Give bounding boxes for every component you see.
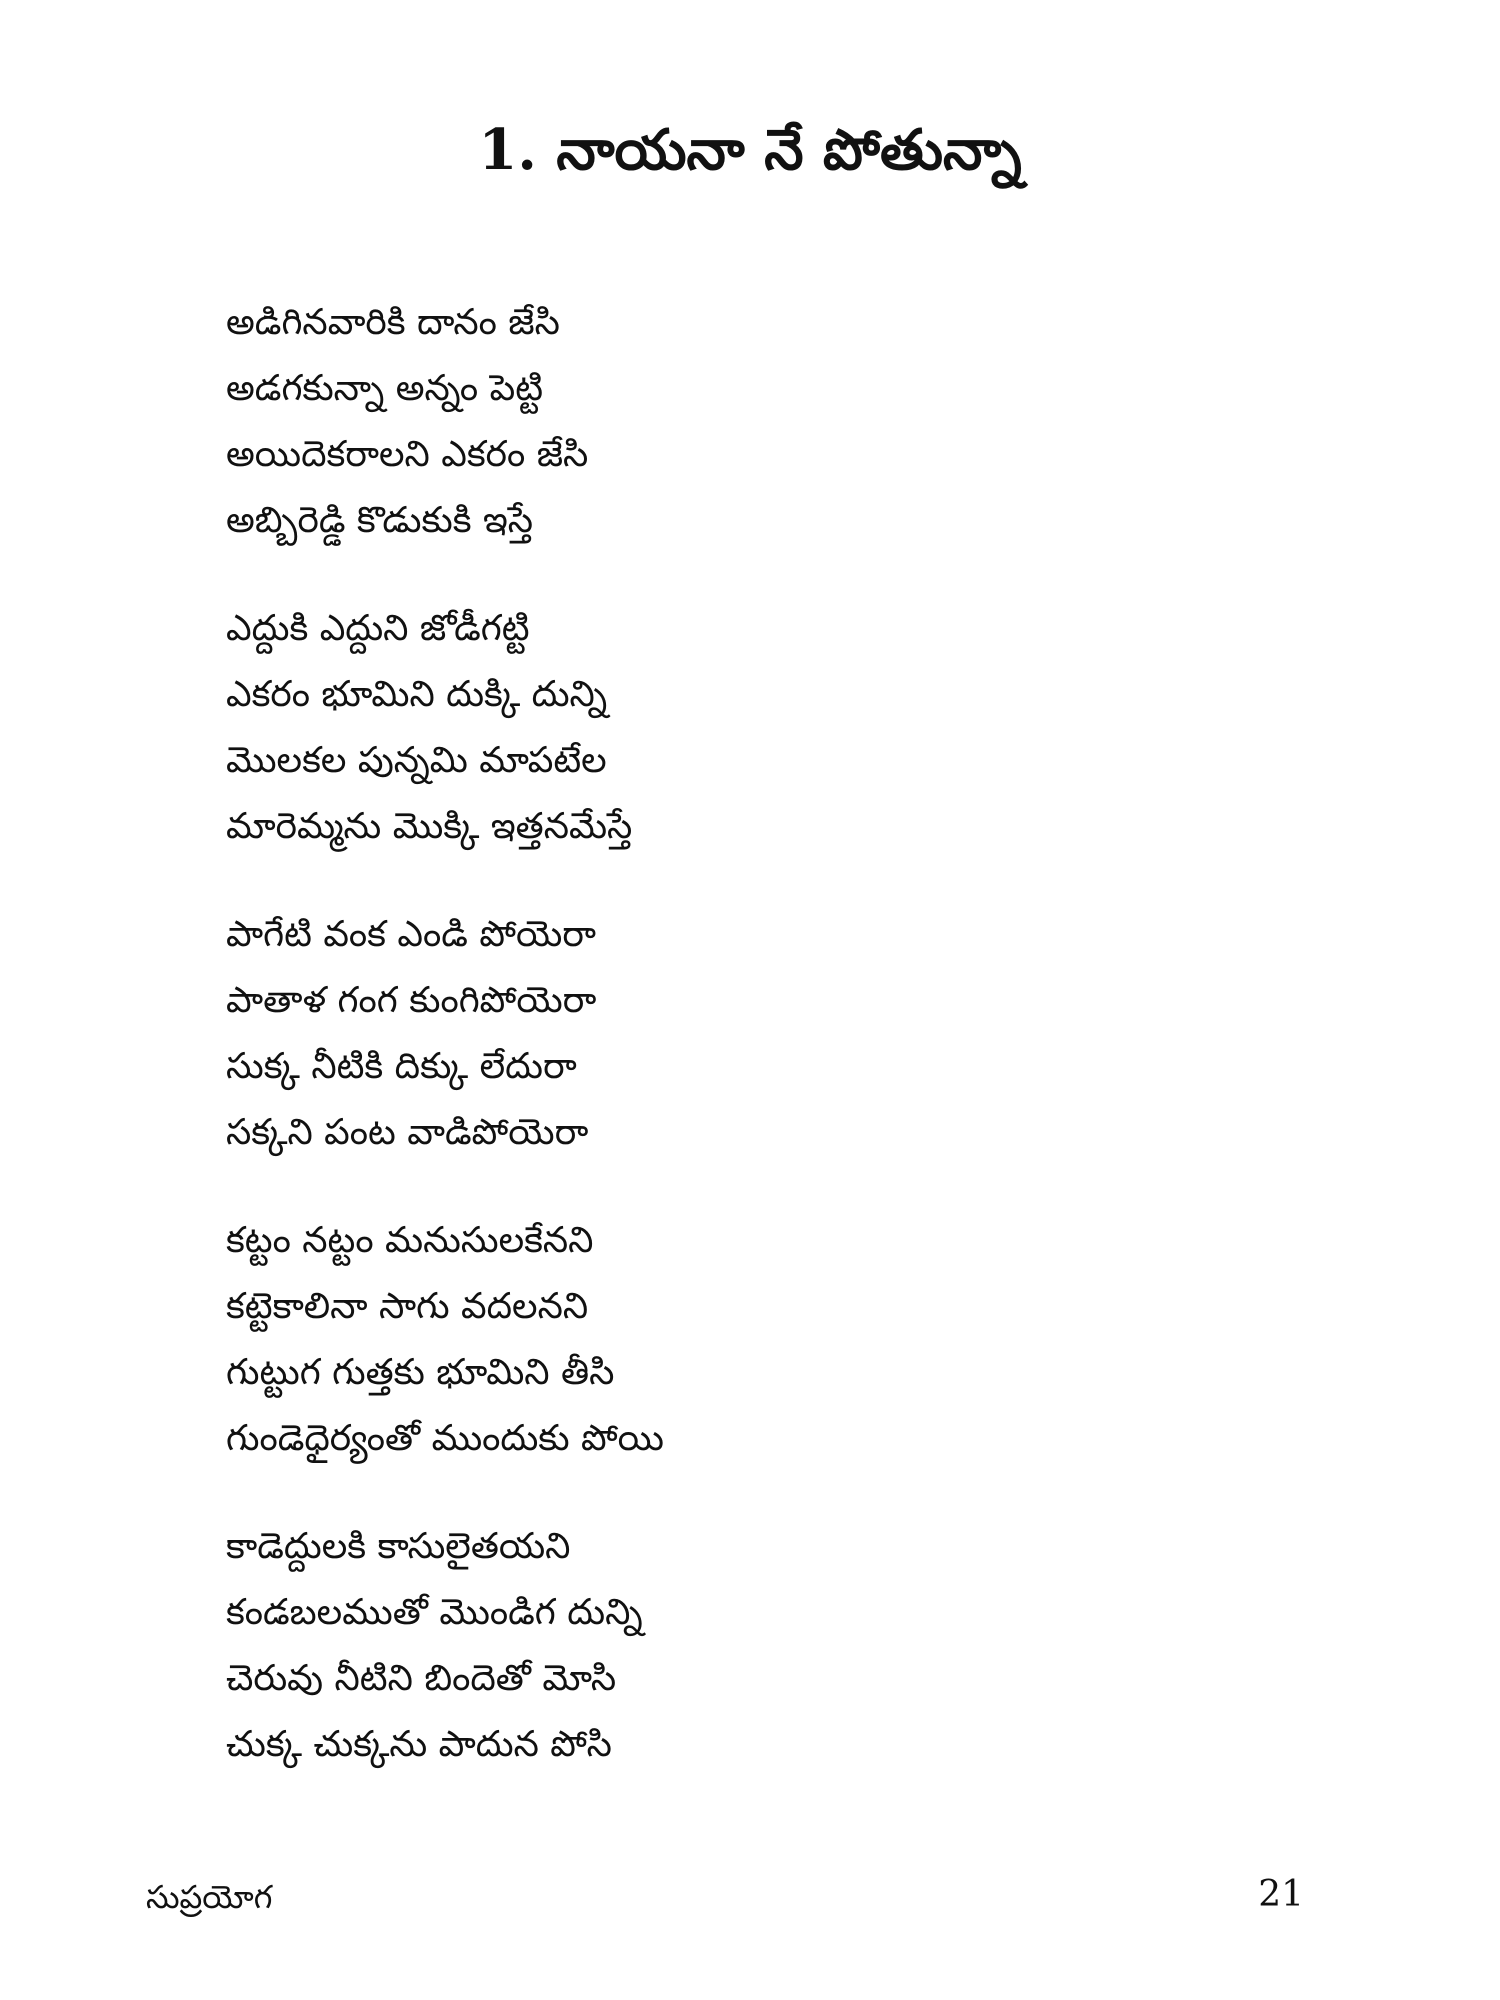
poem-line: గుండెధైర్యంతో ముందుకు పోయి xyxy=(226,1418,664,1459)
stanza-1 xyxy=(226,290,1326,554)
stanza-3 xyxy=(226,902,1326,1166)
poem-line: మొలకల పున్నమి మాపటేల xyxy=(226,740,607,781)
poem-line: కట్టెకాలినా సాగు వదలనని xyxy=(226,1286,589,1327)
poem-line: సుక్క నీటికి దిక్కు లేదురా xyxy=(226,1046,577,1087)
poem-line: గుట్టుగ గుత్తకు భూమిని తీసి xyxy=(226,1352,615,1393)
poem-line: చెరువు నీటిని బిందెతో మోసి xyxy=(226,1658,617,1699)
footer-book-name: సుప్రయోగ xyxy=(146,1878,273,1916)
stanza-5 xyxy=(226,1514,1326,1778)
stanza-2 xyxy=(226,596,1326,860)
page-title: 1. నాయనా నే పోతున్నా xyxy=(478,117,1022,183)
poem-line: అడిగినవారికి దానం జేసి xyxy=(226,302,560,343)
poem-line: అబ్బిరెడ్డి కొడుకుకి ఇస్తే xyxy=(226,500,534,541)
poem-line: కట్టం నట్టం మనుసులకేనని xyxy=(226,1220,594,1261)
stanza-4 xyxy=(226,1208,1326,1472)
poem-line: పాగేటి వంక ఎండి పోయెరా xyxy=(226,914,597,955)
poem-line: మారెమ్మను మొక్కి ఇత్తనమేస్తే xyxy=(226,806,633,847)
poem-line: సక్కని పంట వాడిపోయెరా xyxy=(226,1112,589,1153)
poem-line: పాతాళ గంగ కుంగిపోయెరా xyxy=(226,980,597,1021)
poem xyxy=(226,290,1326,1820)
poem-line: కాడెద్దులకి కాసులైతయని xyxy=(226,1526,571,1567)
footer-page-number: 21 xyxy=(1258,1874,1304,1915)
poem-line: ఎకరం భూమిని దుక్కి దున్ని xyxy=(226,674,608,715)
poem-line: అడగకున్నా అన్నం పెట్టి xyxy=(226,368,544,409)
poem-line: చుక్క చుక్కను పాదున పోసి xyxy=(226,1724,612,1765)
poem-line: ఎద్దుకి ఎద్దుని జోడీగట్టి xyxy=(226,608,530,649)
poem-line: కండబలముతో మొండిగ దున్ని xyxy=(226,1592,643,1633)
poem-line: అయిదెకరాలని ఎకరం జేసి xyxy=(226,434,589,475)
